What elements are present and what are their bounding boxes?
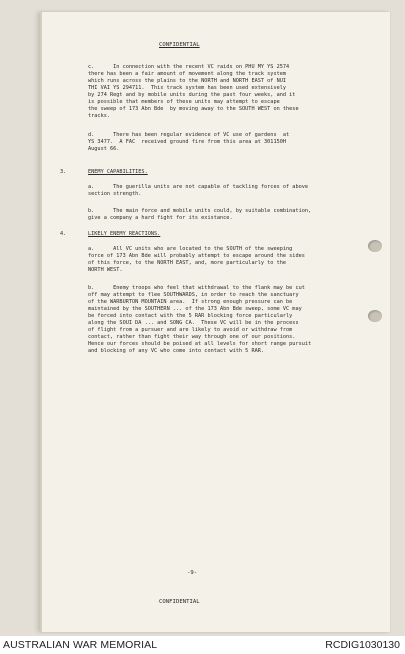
- page-number: -9-: [187, 570, 198, 576]
- section-3-heading: ENEMY CAPABILITIES.: [88, 169, 148, 175]
- section-4b-line: of the WARBURTON MOUNTAIN area. If strong enough pressure can be: [88, 299, 293, 305]
- section-4b-line: contact, rather than fight their way through one of our positions.: [88, 334, 296, 340]
- para-c-line: is possible that members of these units may attempt to escape: [88, 99, 280, 105]
- section-4b-line: and blocking of any VC who come into contact with 5 RAR.: [88, 348, 265, 354]
- document-page: [40, 12, 390, 632]
- para-c-line: THI VAI YS 294711. This track system has been used extensively: [88, 85, 287, 91]
- para-c-line: tracks.: [88, 113, 111, 119]
- punch-hole-lower: [368, 310, 382, 322]
- section-4b-line: maintained by the SOUTHERN ... of the 173 Abn Bde sweep, some VC may: [88, 306, 302, 312]
- section-4a-line: force of 173 Abn Bde will probably attempt to escape around the sides: [88, 253, 305, 259]
- archive-item-id: RCDIG1030130: [325, 639, 400, 651]
- section-3b-line: give a company a hard fight for its existance.: [88, 215, 233, 221]
- para-d-line: YS 3477. A FAC received ground fire from this area at 301150H: [88, 139, 287, 145]
- section-3a-line: section strength.: [88, 191, 142, 197]
- section-4b-line: along the SOUI DA ... and SONG CA. These VC will be in the process: [88, 320, 299, 326]
- para-c-line: by 274 Regt and by mobile units during the past four weeks, and it: [88, 92, 296, 98]
- footer-classification: CONFIDENTIAL: [159, 599, 200, 605]
- para-d-line: d. There has been regular evidence of VC use of gardens at: [88, 132, 290, 138]
- section-4b-line: off may attempt to flee SOUTHWARDS, in order to reach the sanctuary: [88, 292, 299, 298]
- para-d-line: August 66.: [88, 146, 120, 152]
- section-4-heading: LIKELY ENEMY REACTIONS.: [88, 231, 161, 237]
- section-4a-line: NORTH WEST.: [88, 267, 123, 273]
- para-c-line: c. In connection with the recent VC raids on PHU MY YS 2574: [88, 64, 290, 70]
- page-edge-shadow: [40, 12, 42, 632]
- section-4b-line: Hence our forces should be poised at all levels for short range pursuit: [88, 341, 312, 347]
- para-c-line: the sweep of 173 Abn Bde by moving away to the SOUTH WEST on these: [88, 106, 299, 112]
- para-c-line: there has been a fair amount of movement along the track system: [88, 71, 287, 77]
- para-c-line: which runs across the plains to the NORTH and NORTH EAST of NUI: [88, 78, 287, 84]
- section-4a-line: of this force, to the NORTH EAST, and, more particularly to the: [88, 260, 287, 266]
- archive-footer-bar: [0, 636, 405, 654]
- section-3b-line: b. The main force and mobile units could, by suitable combination,: [88, 208, 312, 214]
- punch-hole-upper: [368, 240, 382, 252]
- section-3-number: 3.: [60, 169, 67, 175]
- section-4-number: 4.: [60, 231, 67, 237]
- section-4b-line: of flight from a pursuer and are likely to avoid or withdraw from: [88, 327, 293, 333]
- section-4b-line: be forced into contact with the 5 RAR blocking force particularly: [88, 313, 293, 319]
- section-4a-line: a. All VC units who are located to the SOUTH of the sweeping: [88, 246, 293, 252]
- section-3a-line: a. The guerilla units are not capable of tackling forces of above: [88, 184, 309, 190]
- archive-institution: AUSTRALIAN WAR MEMORIAL: [3, 639, 158, 651]
- section-4b-line: b. Enemy troops who feel that withdrawal to the flank may be cut: [88, 285, 305, 291]
- header-classification: CONFIDENTIAL: [159, 42, 200, 48]
